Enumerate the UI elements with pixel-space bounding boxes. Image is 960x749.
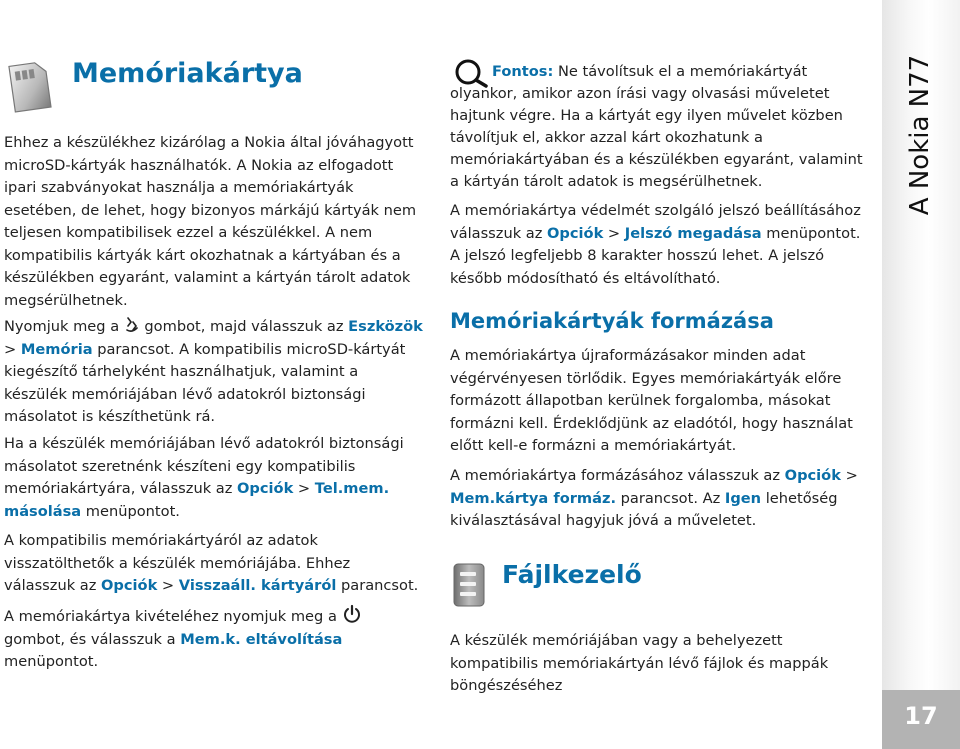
note-label: Fontos:	[492, 63, 554, 80]
power-key-icon	[342, 604, 362, 624]
page-number-box	[882, 690, 960, 749]
link-memory: Memória	[20, 340, 93, 358]
rp3-sep: >	[845, 467, 858, 484]
sidebar	[882, 0, 960, 749]
file-manager-icon	[450, 560, 490, 610]
link-set-password: Jelszó megadása	[624, 224, 762, 242]
p4-text-1: A kompatibilis memóriakártyáról az adatok visszatölthetők a készülék memóriájába. Ehhez válasszuk az	[4, 532, 351, 594]
format-heading: Memóriakártyák formázása	[450, 309, 774, 333]
p2-text-1: Nyomjuk meg a	[4, 318, 120, 335]
p2-sep: >	[4, 340, 17, 358]
important-note	[450, 61, 868, 193]
rp3-text-1: A memóriakártya formázásához válasszuk az	[450, 467, 781, 484]
sidebar-title	[890, 54, 950, 216]
p4-sep: >	[161, 577, 175, 594]
format-intro-paragraph: A memóriakártya újraformázásakor minden adat végérvényesen törlődik. Egyes memóriakártyák előre formázott állapotban kerülnek forgalomba, másokat formázni kell. Érdeklődjünk az eladótól, hogy használat előtt kell-e formázni a memóriakártyát.	[450, 347, 853, 454]
link-options: Opciók	[237, 480, 294, 497]
rp1-text-1: A memóriakártya védelmét szolgáló jelszó beállításához válasszuk az	[450, 202, 861, 242]
link-tools: Eszközök	[348, 318, 423, 335]
p5-text-1: A memóriakártya kivételéhez nyomjuk meg a	[4, 608, 337, 625]
link-options-3: Opciók	[547, 224, 604, 242]
p4-text-2: parancsot.	[340, 577, 419, 594]
p3-text-2: menüpontot.	[85, 502, 180, 520]
link-restore-from-card: Visszaáll. kártyáról	[178, 577, 337, 594]
link-yes: Igen	[724, 489, 762, 507]
file-manager-heading: Fájlkezelő	[502, 560, 642, 589]
menu-instruction-paragraph	[4, 316, 424, 429]
p2-text-3: parancsot. A kompatibilis microSD-kártyát kiegészítő tárhelyként használhatjuk, valamint a készülék memóriájában lévő adatokról biztonsági másolatot is készíthetünk rá.	[4, 340, 406, 425]
restore-paragraph	[4, 530, 424, 598]
menu-key-icon	[124, 316, 140, 334]
rp1-sep: >	[607, 224, 621, 242]
note-text: Ne távolítsuk el a memóriakártyát olyankor, amikor azon írási vagy olvasási műveletet hajtunk végre. Ha a kártyát egy ilyen művelet közben távolítjuk el, akkor azzal kárt okozhatunk a memóriakártyában és a készülékben egyaránt, valamint a kártyán tárolt adatok is megsérülhetnek.	[450, 63, 863, 190]
file-manager-paragraph: A készülék memóriájában vagy a behelyezett kompatibilis memóriakártyán lévő fájlok és mappák böngészéséhez	[450, 632, 829, 694]
rp3-text-3: lehetőség kiválasztásával hagyjuk jóvá a műveletet.	[450, 489, 838, 529]
password-paragraph	[450, 200, 868, 290]
p3-sep: >	[297, 480, 311, 497]
p5-text-2: gombot, és válasszuk a	[4, 630, 176, 648]
rp3-text-2: parancsot. Az	[620, 489, 721, 507]
link-options-2: Opciók	[101, 577, 158, 594]
link-format-card: Mem.kártya formáz.	[450, 489, 617, 507]
link-remove-card: Mem.k. eltávolítása	[180, 630, 343, 648]
link-options-4: Opciók	[784, 467, 841, 484]
link-phone-mem-copy: Tel.mem. másolása	[4, 480, 390, 520]
p2-text-2: gombot, majd válasszuk az	[144, 318, 344, 335]
page-number: 17	[904, 702, 938, 730]
intro-paragraph: Ehhez a készülékhez kizárólag a Nokia által jóváhagyott microSD-kártyák használhatók. A Nokia az elfogadott ipari szabványokat használja a memóriakártyák esetében, de lehet, hogy bizonyos márkájú kártyák nem teljesen kompatibilisek ezzel a készülékkel. A nem kompatibilis kártyák kárt okozhatnak a kártyában és a készülékben egyaránt, valamint a kártyán tárolt adatok megsérülhetnek.	[4, 134, 417, 309]
memory-card-icon	[4, 60, 52, 114]
rp1-text-2: menüpontot. A jelszó legfeljebb 8 karakter hosszú lehet. A jelszó később módosítható és eltávolítható.	[450, 224, 861, 287]
backup-paragraph	[4, 433, 424, 523]
sidebar-title-text: A Nokia N77	[905, 54, 935, 216]
p3-text-1: Ha a készülék memóriájában lévő adatokról biztonsági másolatot szeretnénk készíteni egy kompatibilis memóriakártyára, válasszuk az	[4, 435, 404, 497]
p5-text-3: menüpontot.	[4, 653, 99, 670]
memory-card-heading: Memóriakártya	[72, 58, 303, 89]
remove-paragraph	[4, 604, 424, 674]
format-instruction-paragraph	[450, 465, 868, 533]
